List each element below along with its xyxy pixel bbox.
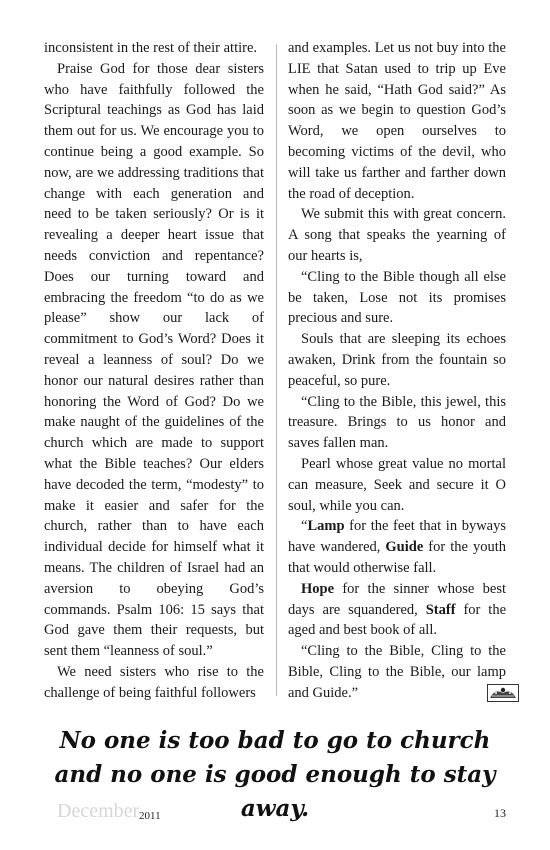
pull-quote: No one is too bad to go to church and no one is good enough to stay away.	[54, 727, 496, 822]
end-ornament-icon	[474, 684, 506, 702]
right-paragraph-9	[288, 641, 506, 703]
column-divider	[276, 44, 277, 696]
right-paragraph-7	[288, 516, 506, 578]
footer-month: December	[57, 800, 140, 822]
left-paragraph-1: inconsistent in the rest of their attire.	[44, 40, 258, 56]
left-paragraph-3: We need sisters who rise to the challenge of being faithful followers	[44, 663, 264, 701]
footer-year: 2011	[139, 810, 161, 822]
right-paragraph-8	[288, 579, 506, 641]
right-paragraph-1: and examples. Let us not buy into the LIE that Satan used to trip up Eve when he said, “Hath God said?” As soon as we begin to question God’s Word, we open ourselves to becoming victims of the devil, who will take us farther and farther down the road of deception.	[288, 40, 506, 202]
lamp-word: Lamp	[307, 518, 345, 535]
right-paragraph-6: Pearl whose great value no mortal can measure, Seek and secure it O soul, while you can.	[288, 455, 506, 514]
right-paragraph-4: Souls that are sleeping its echoes awaken, Drink from the fountain so peaceful, so pure.	[288, 331, 506, 389]
left-column	[44, 38, 264, 704]
page-number: 13	[494, 806, 506, 820]
p7-text-a: for the feet that in byways have wandered,	[288, 518, 506, 556]
guide-word: Guide	[385, 539, 424, 556]
hope-word: Hope	[301, 580, 335, 597]
right-column	[288, 38, 506, 704]
right-paragraph-5: “Cling to the Bible, this jewel, this treasure. Brings to us honor and saves fallen man.	[288, 393, 506, 452]
left-paragraph-2: Praise God for those dear sisters who have faithfully followed the Scriptural teachings as God has laid them out for us. We encourage you to continue being a good example. So now, are we addressing traditions that change with each generation and need to be taken seriously? Or is it revealing a deeper heart issue that needs conviction and repentance? Does our turning toward and embracing the freedom “to do as we please” show our lack of commitment to God’s Word? Does it reveal a leanness of soul? Do we honor our natural desires rather than honoring the Word of God? Do we make naught of the guidelines of the church which are made to support what the Bible teaches? Our elders have decoded the term, “modesty” to make it easier and safer for the church, rather than to have each individual decide for himself what it means. The children of Israel had an aversion to obeying God’s commands. Psalm 106: 15 says that God gave them their requests, but sent them “leanness of soul.”	[44, 60, 264, 660]
p7-text-b: for the youth that would otherwise fall.	[288, 539, 506, 576]
staff-word: Staff	[425, 601, 456, 618]
right-paragraph-2: We submit this with great concern. A song that speaks the yearning of our hearts is,	[288, 206, 506, 264]
p8-text-b: for the aged and best book of all.	[288, 601, 507, 639]
p9-text: “Cling to the Bible, Cling to the Bible, Cling to the Bible, our lamp and Guide.”	[288, 643, 506, 701]
open-quote: “	[301, 518, 308, 535]
p8-text-a: for the sinner whose best days are squandered,	[288, 580, 506, 618]
right-paragraph-3: “Cling to the Bible though all else be taken, Lose not its promises precious and sure.	[288, 268, 506, 327]
